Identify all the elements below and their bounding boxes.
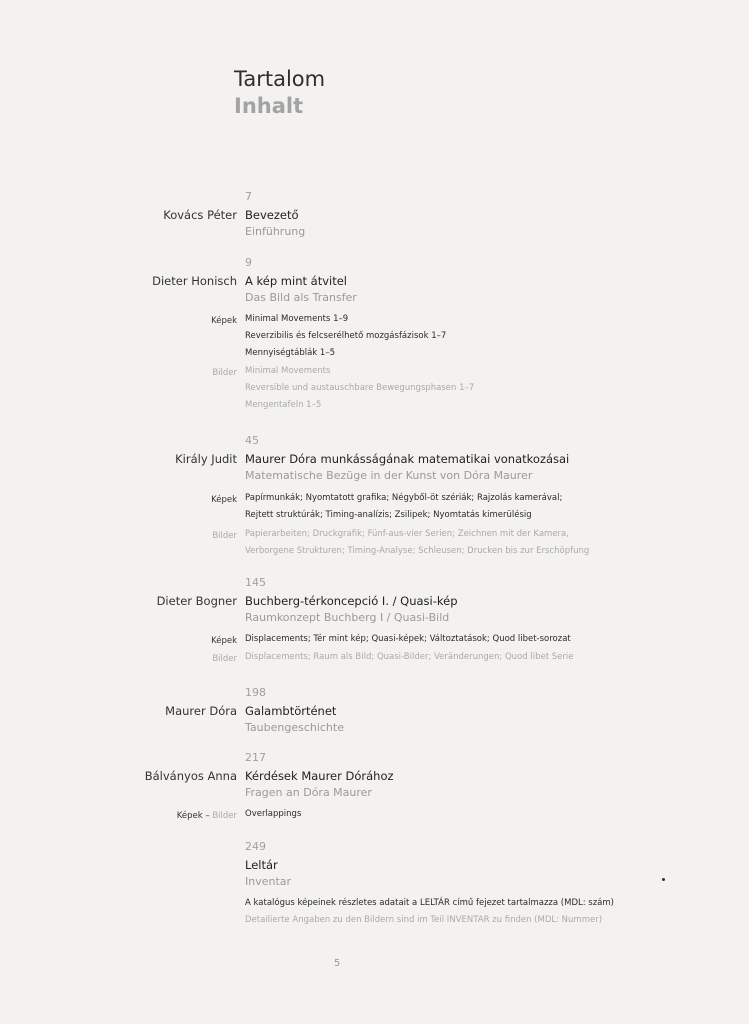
list-item: Papierarbeiten; Druckgrafik; Fünf-aus-vier Serien; Zeichnen mit der Kamera, [245, 529, 569, 539]
entry-title-de: Taubengeschichte [245, 721, 344, 734]
images-list-hu [245, 806, 301, 823]
entry-page-number: 217 [245, 751, 266, 764]
list-item: Reverzibilis és felcserélhető mozgásfázisok 1–7 [245, 331, 447, 341]
images-label-de: Bilder [212, 811, 237, 821]
entry-title: Buchberg-térkoncepció I. / Quasi-kép [245, 594, 458, 608]
entry-title-de: Matematische Bezüge in der Kunst von Dóra Maurer [245, 469, 533, 482]
entry-title-de: Raumkonzept Buchberg I / Quasi-Bild [245, 611, 450, 624]
page-title: Tartalom [234, 67, 326, 91]
entry-author: Dieter Honisch [152, 274, 237, 288]
entry-author: Dieter Bogner [156, 594, 237, 608]
list-item: Overlappings [245, 809, 302, 819]
images-list-hu [245, 631, 571, 648]
inventory-note-hu: A katalógus képeinek részletes adatait a LELTÁR című fejezet tartalmazza (MDL: szám) [245, 898, 614, 908]
images-label-de: Bilder [212, 654, 237, 664]
list-item: Minimal Movements [245, 366, 331, 376]
list-item: Verborgene Strukturen; Timing-Analyse; Schleusen; Drucken bis zur Erschöpfung [245, 546, 590, 556]
entry-author: Bálványos Anna [144, 769, 237, 783]
entry-title: Leltár [245, 858, 278, 872]
page-number: 5 [334, 958, 341, 969]
entry-page-number: 45 [245, 434, 259, 447]
list-item: Reversible und austauschbare Bewegungsphasen 1–7 [245, 383, 475, 393]
images-label: Képek [211, 636, 237, 646]
images-label-de: Bilder [212, 531, 237, 541]
inventory-note-de: Detailierte Angaben zu den Bildern sind im Teil INVENTAR zu finden (MDL: Nummer) [245, 915, 603, 925]
images-label-hu: Képek – [176, 811, 210, 821]
entry-title: Galambtörténet [245, 704, 337, 718]
entry-author: Maurer Dóra [165, 704, 237, 718]
entry-page-number: 7 [245, 190, 252, 203]
list-item: Mengentafeln 1–5 [245, 400, 322, 410]
images-label-de: Bilder [212, 368, 237, 378]
list-item: Displacements; Tér mint kép; Quasi-képek; Változtatások; Quod libet-sorozat [245, 634, 571, 644]
list-item: Minimal Movements 1–9 [245, 314, 349, 324]
images-label: Képek [211, 316, 237, 326]
images-label [177, 810, 237, 822]
images-list-de [245, 363, 474, 414]
images-list-de [245, 649, 573, 666]
images-list-hu [245, 311, 446, 362]
entry-page-number: 249 [245, 840, 266, 853]
images-list-de [245, 526, 589, 560]
entry-title: Bevezető [245, 208, 299, 222]
images-list-hu [245, 490, 562, 524]
list-item: Mennyiségtáblák 1–5 [245, 348, 335, 358]
entry-title-de: Fragen an Dóra Maurer [245, 786, 372, 799]
entry-page-number: 145 [245, 576, 266, 589]
entry-title: Kérdések Maurer Dórához [245, 769, 394, 783]
list-item: Papírmunkák; Nyomtatott grafika; Négyből-öt szériák; Rajzolás kamerával; [245, 493, 563, 503]
list-item: Rejtett struktúrák; Timing-analízis; Zsilipek; Nyomtatás kimerülésig [245, 510, 532, 520]
page-subtitle: Inhalt [234, 94, 304, 118]
images-label: Képek [211, 495, 237, 505]
entry-title-de: Das Bild als Transfer [245, 291, 357, 304]
entry-page-number: 198 [245, 686, 266, 699]
speck-mark [662, 878, 665, 881]
entry-title-de: Einführung [245, 225, 306, 238]
entry-title-de: Inventar [245, 875, 292, 888]
entry-author: Király Judit [175, 452, 237, 466]
entry-page-number: 9 [245, 256, 252, 269]
list-item: Displacements; Raum als Bild; Quasi-Bilder; Veränderungen; Quod libet Serie [245, 652, 574, 662]
entry-title: A kép mint átvitel [245, 274, 347, 288]
entry-title: Maurer Dóra munkásságának matematikai vonatkozásai [245, 452, 570, 466]
entry-author: Kovács Péter [163, 208, 237, 222]
